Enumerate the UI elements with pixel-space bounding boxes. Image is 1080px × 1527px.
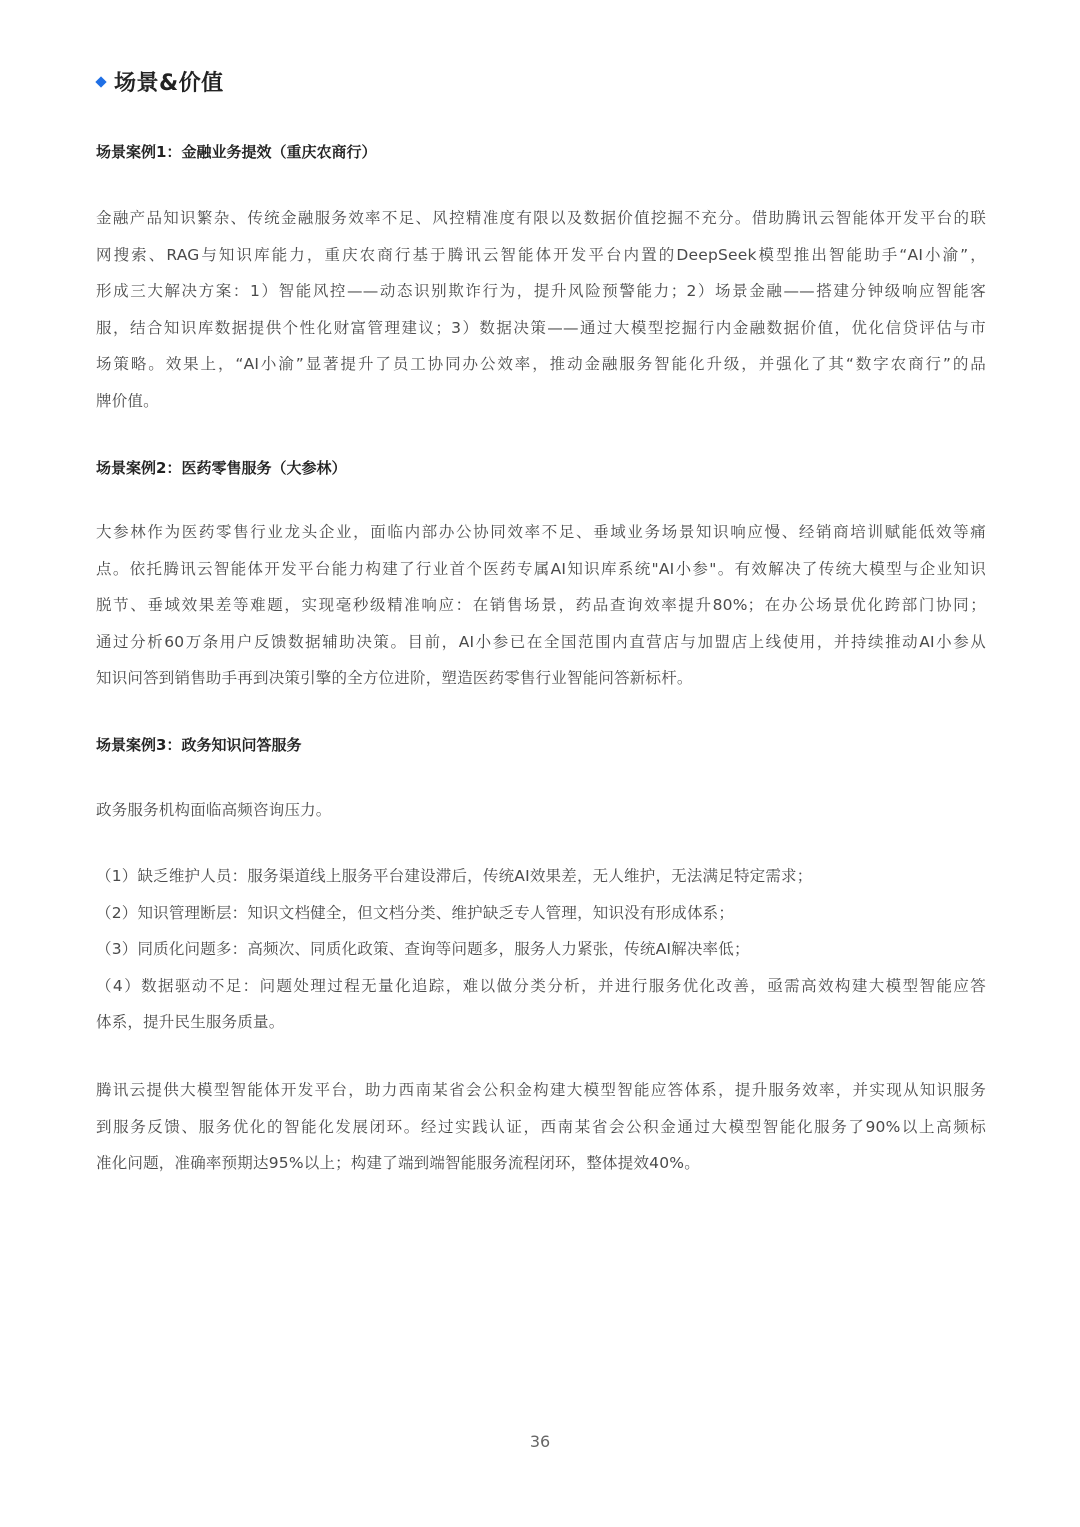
section-title: [96, 66, 224, 97]
case2-line: 知识问答到销售助手再到决策引擎的全方位进阶，塑造医药零售行业智能问答新标杆。: [96, 669, 693, 687]
case2-line: 点。依托腾讯云智能体开发平台能力构建了行业首个医药专属AI知识库系统"AI小参"。有效解决了传统大模型与企业知识: [96, 559, 986, 578]
case1-line: 形成三大解决方案：1）智能风控——动态识别欺诈行为，提升风险预警能力；2）场景金融——搭建分钟级响应智能客: [96, 282, 986, 300]
case2-line: 脱节、垂域效果差等难题，实现毫秒级精准响应：在销售场景，药品查询效率提升80%；在办公场景优化跨部门协同；: [96, 596, 986, 614]
section-title-text: 场景&价值: [114, 71, 224, 96]
case3-list: [96, 858, 986, 1041]
case3-title: 场景案例3：政务知识问答服务: [96, 736, 302, 754]
case3-intro: [96, 792, 986, 829]
case3-list-item: （3）同质化问题多：高频次、同质化政策、查询等问题多，服务人力紧张，传统AI解决率低；: [96, 940, 750, 958]
case3-summary-line: 到服务反馈、服务优化的智能化发展闭环。经过实践认证，西南某省会公积金通过大模型智能化服务了90%以上高频标: [96, 1117, 986, 1136]
case3-list-item: （4）数据驱动不足：问题处理过程无量化追踪，难以做分类分析，并进行服务优化改善，亟需高效构建大模型智能应答: [96, 976, 986, 995]
page-number: 36: [529, 1432, 551, 1451]
case1-line: 服，结合知识库数据提供个性化财富管理建议；3）数据决策——通过大模型挖掘行内金融数据价值，优化信贷评估与市: [96, 318, 986, 337]
case1-title: 场景案例1：金融业务提效（重庆农商行）: [96, 143, 377, 161]
case2-paragraph: [96, 514, 986, 697]
case3-intro-line: 政务服务机构面临高频咨询压力。: [96, 801, 332, 819]
case3-list-item: （2）知识管理断层：知识文档健全，但文档分类、维护缺乏专人管理，知识没有形成体系；: [96, 903, 735, 922]
case2-line: 大参林作为医药零售行业龙头企业，面临内部办公协同效率不足、垂域业务场景知识响应慢、经销商培训赋能低效等痛: [96, 523, 986, 541]
case3-summary-line: 腾讯云提供大模型智能体开发平台，助力西南某省会公积金构建大模型智能应答体系，提升服务效率，并实现从知识服务: [96, 1081, 986, 1099]
case2-line: 通过分析60万条用户反馈数据辅助决策。目前，AI小参已在全国范围内直营店与加盟店上线使用，并持续推动AI小参从: [96, 632, 986, 651]
diamond-bullet-icon: [95, 76, 106, 87]
case1-line: 网搜索、RAG与知识库能力，重庆农商行基于腾讯云智能体开发平台内置的DeepSeek模型推出智能助手“AI小渝”，: [96, 245, 986, 264]
case1-line: 场策略。效果上，“AI小渝”显著提升了员工协同办公效率，推动金融服务智能化升级，并强化了其“数字农商行”的品: [96, 355, 986, 373]
case1-line: 金融产品知识繁杂、传统金融服务效率不足、风控精准度有限以及数据价值挖掘不充分。借助腾讯云智能体开发平台的联: [96, 209, 986, 227]
case3-list-item: （1）缺乏维护人员：服务渠道线上服务平台建设滞后，传统AI效果差，无人维护，无法满足特定需求；: [96, 867, 813, 885]
case3-summary: [96, 1072, 986, 1182]
case3-summary-line: 准化问题，准确率预期达95%以上；构建了端到端智能服务流程闭环，整体提效40%。: [96, 1154, 700, 1172]
case3-list-item: 体系，提升民生服务质量。: [96, 1013, 285, 1031]
case1-line: 牌价值。: [96, 391, 159, 410]
case1-paragraph: [96, 200, 986, 419]
case2-title: 场景案例2：医药零售服务（大参林）: [96, 459, 347, 477]
